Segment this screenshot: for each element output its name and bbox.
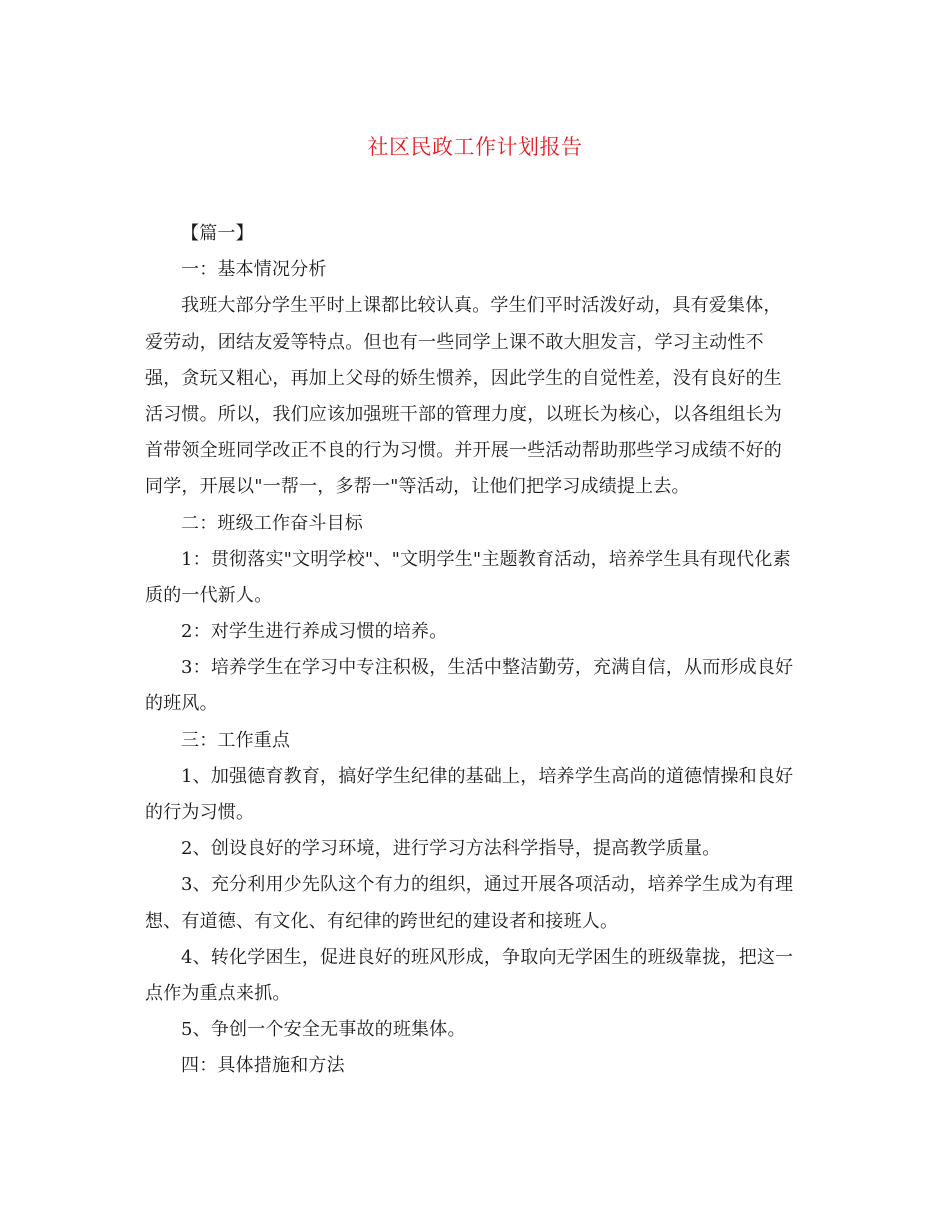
- body-line: 1：贯彻落实"文明学校"、"文明学生"主题教育活动，培养学生具有现代化素: [181, 548, 791, 570]
- body-line: 5、争创一个安全无事故的班集体。: [181, 1019, 466, 1041]
- body-line: 三：工作重点: [181, 729, 291, 751]
- body-line: 2：对学生进行养成习惯的培养。: [181, 621, 448, 643]
- body-line: 点作为重点来抓。: [145, 982, 291, 1004]
- body-line: 四：具体措施和方法: [181, 1055, 345, 1077]
- body-line: 二：班级工作奋斗目标: [181, 512, 363, 534]
- document-title: 社区民政工作计划报告: [367, 135, 583, 159]
- body-line: 的行为习惯。: [145, 802, 255, 823]
- body-line: 质的一代新人。: [145, 584, 273, 606]
- body-line: 的班风。: [145, 693, 218, 715]
- body-line: 同学，开展以"一帮一，多帮一"等活动，让他们把学习成绩提上去。: [145, 476, 690, 498]
- body-line: 2、创设良好的学习环境，进行学习方法科学指导，提高教学质量。: [181, 838, 721, 860]
- body-line: 一：基本情况分析: [181, 259, 327, 281]
- body-line: 3、充分利用少先队这个有力的组织，通过开展各项活动，培养学生成为有理: [181, 874, 794, 896]
- body-line: 我班大部分学生平时上课都比较认真。学生们平时活泼好动，具有爱集体，: [181, 295, 782, 317]
- document-body: [145, 216, 811, 1085]
- body-line: 1、加强德育教育，搞好学生纪律的基础上，培养学生高尚的道德情操和良好: [181, 765, 794, 787]
- body-line: 4、转化学困生，促进良好的班风形成，争取向无学困生的班级靠拢，把这一: [181, 946, 794, 968]
- body-line: 活习惯。所以，我们应该加强班干部的管理力度，以班长为核心，以各组组长为: [145, 403, 782, 425]
- body-line: 强，贪玩又粗心，再加上父母的娇生惯养，因此学生的自觉性差，没有良好的生: [145, 367, 782, 389]
- body-line: 【篇一】: [181, 223, 254, 244]
- body-line: 想、有道德、有文化、有纪律的跨世纪的建设者和接班人。: [145, 910, 619, 932]
- body-line: 爱劳动，团结友爱等特点。但也有一些同学上课不敢大胆发言，学习主动性不: [145, 331, 764, 353]
- body-line: 首带领全班同学改正不良的行为习惯。并开展一些活动帮助那些学习成绩不好的: [145, 440, 782, 462]
- body-line: 3：培养学生在学习中专注积极，生活中整洁勤劳，充满自信，从而形成良好: [181, 657, 794, 679]
